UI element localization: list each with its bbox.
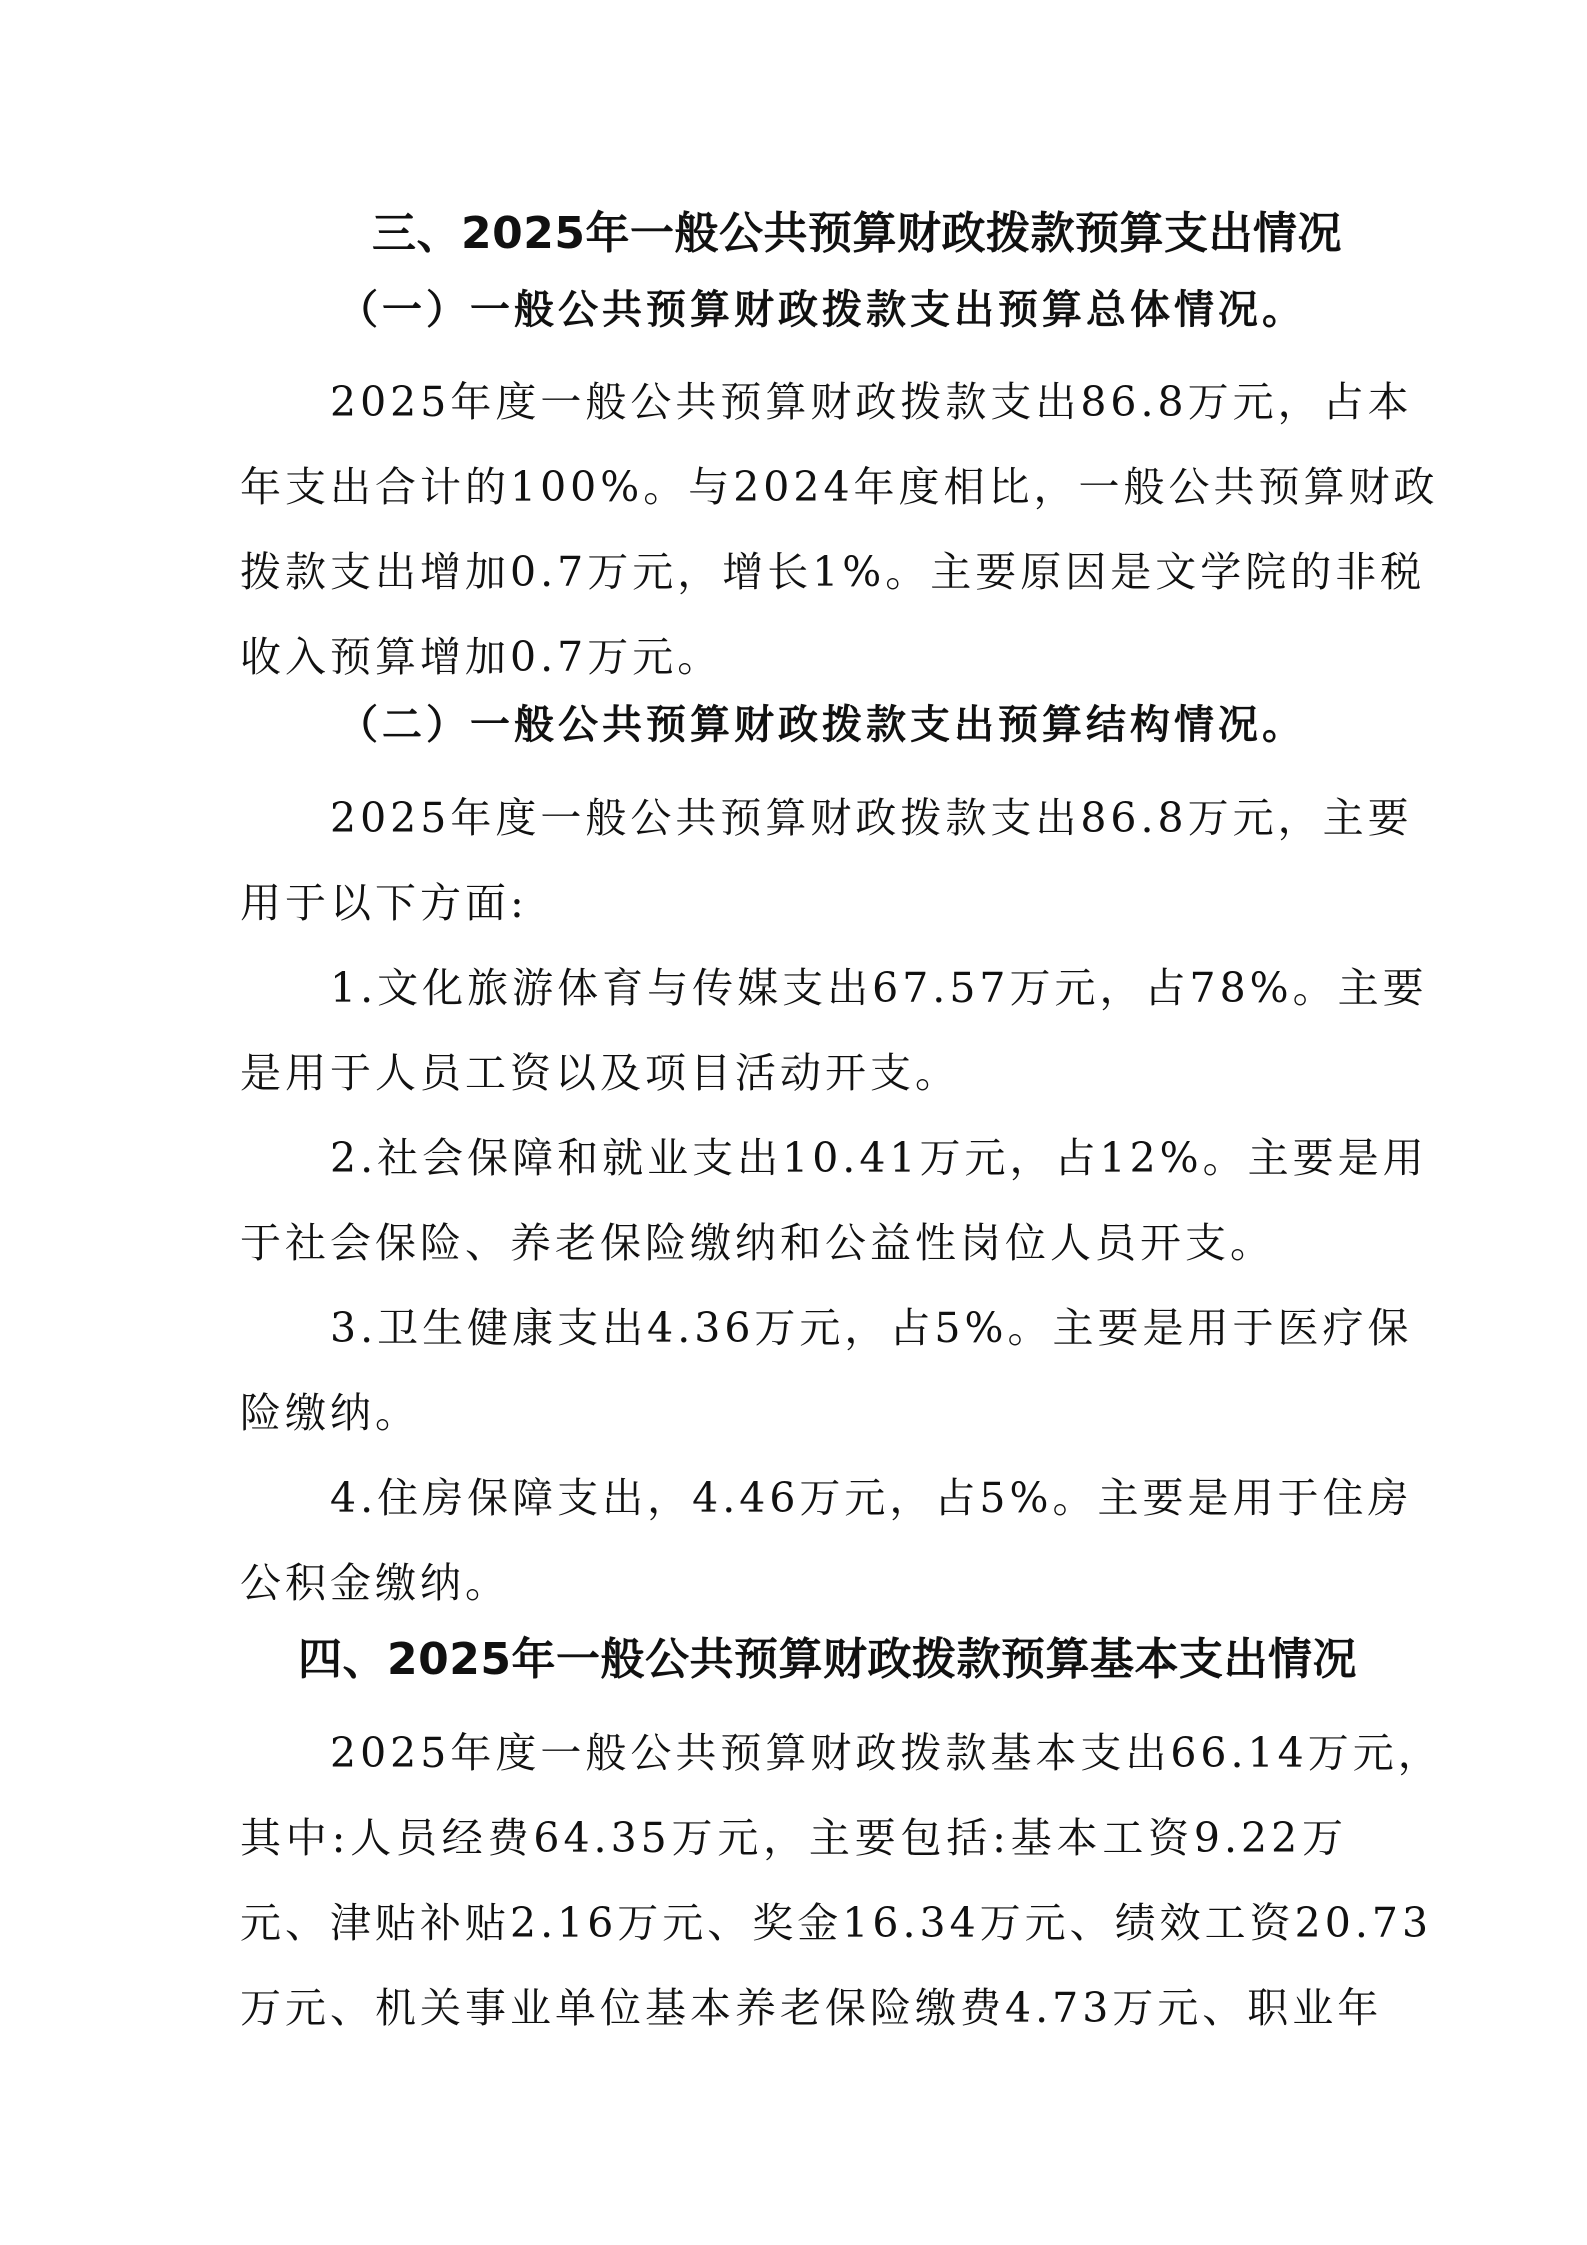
section-3-heading: 三、2025年一般公共预算财政拨款预算支出情况 — [372, 208, 1342, 259]
section-4-heading: 四、2025年一般公共预算财政拨款预算基本支出情况 — [298, 1634, 1357, 1685]
paragraph-line: 收入预算增加0.7万元。 — [240, 633, 723, 681]
paragraph-line: 2025年度一般公共预算财政拨款支出86.8万元，主要 — [330, 794, 1413, 842]
paragraph-line: 元、津贴补贴2.16万元、奖金16.34万元、绩效工资20.73 — [240, 1899, 1433, 1947]
list-item-line: 公积金缴纳。 — [240, 1559, 510, 1607]
subsection-2-heading: （二）一般公共预算财政拨款支出预算结构情况。 — [338, 701, 1306, 748]
paragraph-line: 年支出合计的100%。与2024年度相比，一般公共预算财政 — [240, 463, 1439, 511]
list-item-line: 4.住房保障支出，4.46万元，占5%。主要是用于住房 — [330, 1474, 1413, 1522]
paragraph-line: 2025年度一般公共预算财政拨款基本支出66.14万元， — [330, 1729, 1443, 1777]
paragraph-line: 拨款支出增加0.7万元，增长1%。主要原因是文学院的非税 — [240, 548, 1426, 596]
list-item-line: 险缴纳。 — [240, 1389, 420, 1437]
paragraph-line: 用于以下方面: — [240, 879, 528, 927]
paragraph-line: 其中:人员经费64.35万元，主要包括:基本工资9.22万 — [240, 1814, 1347, 1862]
list-item-line: 于社会保险、养老保险缴纳和公益性岗位人员开支。 — [240, 1219, 1275, 1267]
subsection-1-heading: （一）一般公共预算财政拨款支出预算总体情况。 — [338, 286, 1306, 333]
paragraph-line: 万元、机关事业单位基本养老保险缴费4.73万元、职业年 — [240, 1984, 1383, 2032]
list-item-line: 是用于人员工资以及项目活动开支。 — [240, 1049, 960, 1097]
list-item-line: 1.文化旅游体育与传媒支出67.57万元，占78%。主要 — [330, 964, 1428, 1012]
list-item-line: 2.社会保障和就业支出10.41万元，占12%。主要是用 — [330, 1134, 1428, 1182]
list-item-line: 3.卫生健康支出4.36万元，占5%。主要是用于医疗保 — [330, 1304, 1413, 1352]
paragraph-line: 2025年度一般公共预算财政拨款支出86.8万元，占本 — [330, 378, 1413, 426]
